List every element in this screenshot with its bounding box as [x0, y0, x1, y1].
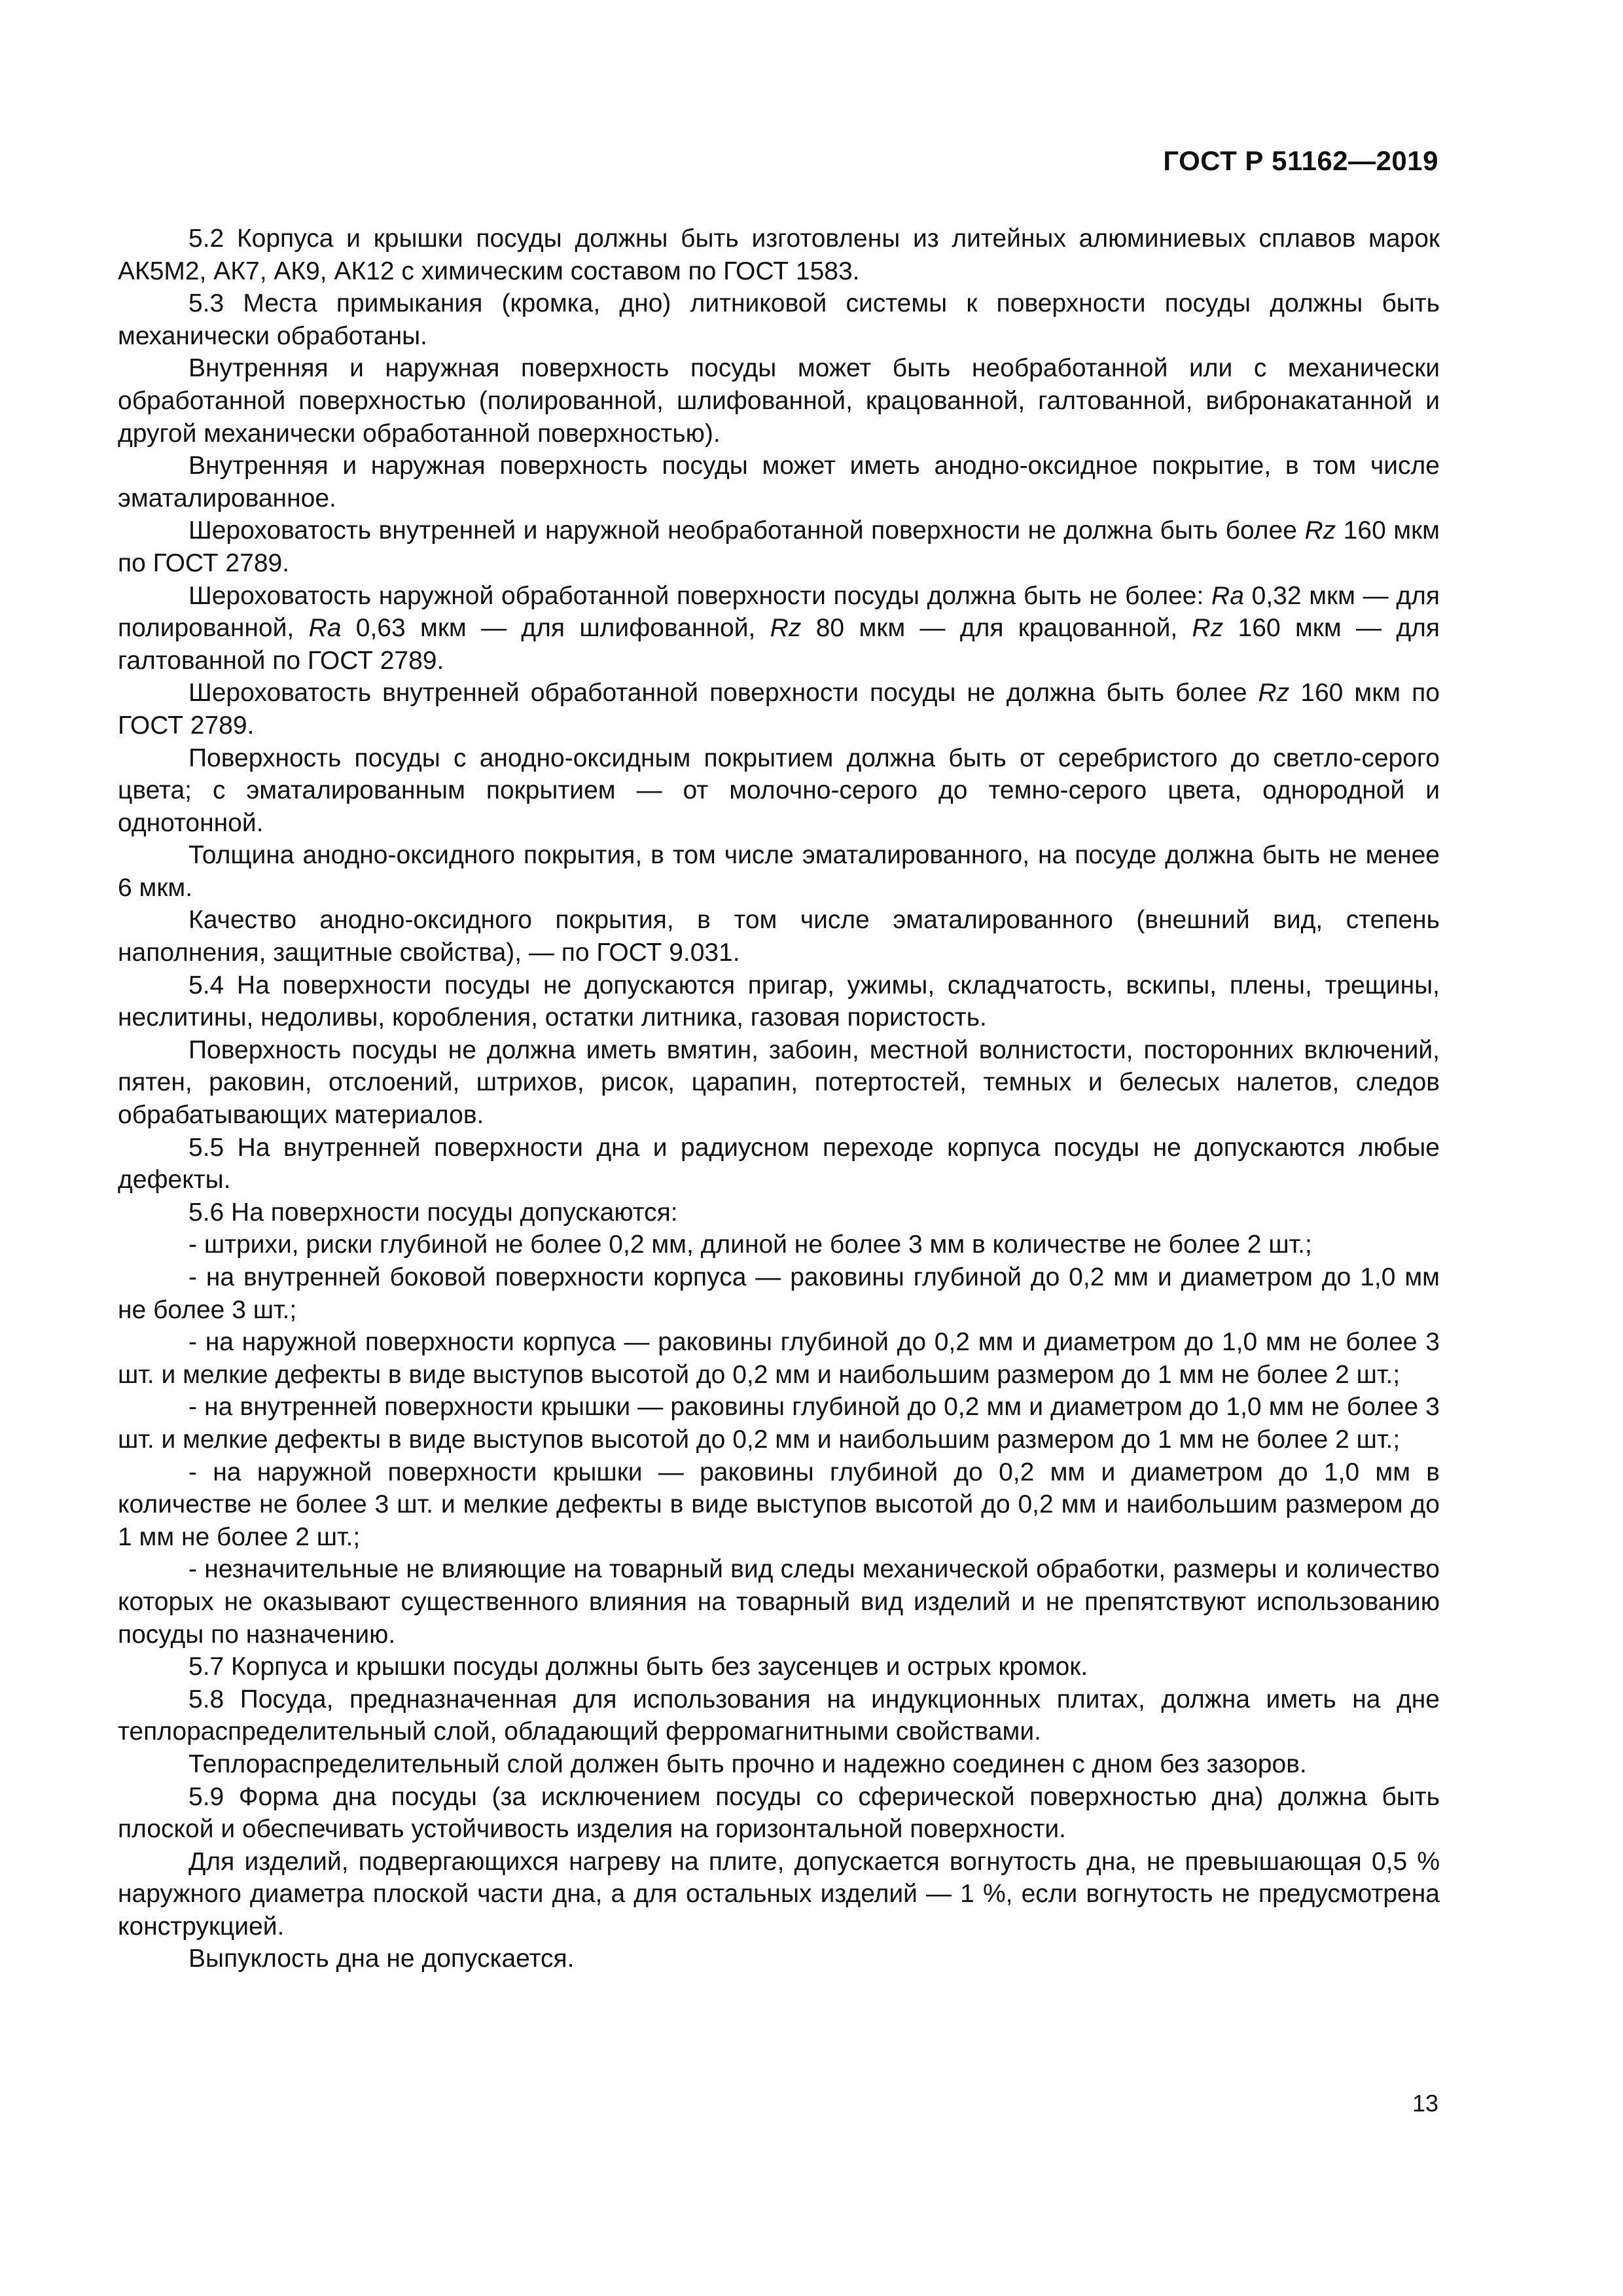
paragraph: Шероховатость внутренней и наружной необработанной поверхности не должна быть более Rz 160 мкм по ГОСТ 2789.: [118, 516, 1440, 577]
paragraph: Выпуклость дна не допускается.: [188, 1945, 575, 1973]
paragraph-5-3: 5.3 Места примыкания (кромка, дно) литниковой системы к поверхности посуды должны быть механически обработаны.: [118, 289, 1440, 350]
document-header: ГОСТ Р 51162—2019: [1163, 145, 1438, 176]
paragraph: Поверхность посуды с анодно-оксидным покрытием должна быть от серебристого до светло-серого цвета; с эматалированным покрытием — от молочно-серого до темно-серого цвета, однородной и однотонной.: [118, 744, 1440, 837]
paragraph: Внутренняя и наружная поверхность посуды может иметь анодно-оксидное покрытие, в том числе эматалированное.: [118, 452, 1440, 512]
document-body: [118, 223, 1440, 1975]
paragraph: Толщина анодно-оксидного покрытия, в том числе эматалированного, на посуде должна быть не менее 6 мкм.: [118, 841, 1440, 902]
list-item: - на внутренней поверхности крышки — раковины глубиной до 0,2 мм и диаметром до 1,0 мм не более 3 шт. и мелкие дефекты в виде выступов высотой до 0,2 мм и наибольшим размером до 1 мм не более 2 шт.;: [118, 1393, 1440, 1454]
paragraph: Для изделий, подвергающихся нагреву на плите, допускается вогнутость дна, не превышающая 0,5 % наружного диаметра плоской части дна, а для остальных изделий — 1 %, если вогнутость не предусмотрена конструкцией.: [118, 1847, 1440, 1941]
list-item: - штрихи, риски глубиной не более 0,2 мм, длиной не более 3 мм в количестве не более 2 шт.;: [188, 1230, 1312, 1259]
paragraph: Шероховатость наружной обработанной поверхности посуды должна быть не более: Ra 0,32 мкм — для полированной, Ra 0,63 мкм — для шлифованной, Rz 80 мкм — для крацованной, Rz 160 мкм — для галтованной по ГОСТ 2789.: [118, 581, 1440, 675]
list-item: - незначительные не влияющие на товарный вид следы механической обработки, размеры и количество которых не оказывают существенного влияния на товарный вид изделий и не препятствуют использованию посуды по назначению.: [118, 1555, 1440, 1649]
list-item: - на внутренней боковой поверхности корпуса — раковины глубиной до 0,2 мм и диаметром до 1,0 мм не более 3 шт.;: [118, 1263, 1440, 1324]
paragraph-5-9: 5.9 Форма дна посуды (за исключением посуды со сферической поверхностью дна) должна быть плоской и обеспечивать устойчивость изделия на горизонтальной поверхности.: [118, 1782, 1440, 1844]
paragraph-5-5: 5.5 На внутренней поверхности дна и радиусном переходе корпуса посуды не допускаются любые дефекты.: [118, 1133, 1440, 1194]
paragraph-5-6: 5.6 На поверхности посуды допускаются:: [188, 1198, 678, 1227]
paragraph: Теплораспределительный слой должен быть прочно и надежно соединен с дном без зазоров.: [188, 1749, 1307, 1778]
paragraph-5-7: 5.7 Корпуса и крышки посуды должны быть без заусенцев и острых кромок.: [188, 1653, 1088, 1681]
page-number: 13: [1412, 2090, 1438, 2117]
paragraph: Внутренняя и наружная поверхность посуды может быть необработанной или с механически обработанной поверхностью (полированной, шлифованной, крацованной, галтованной, вибронакатанной и другой механически обработанной поверхностью).: [118, 354, 1440, 448]
paragraph: Шероховатость внутренней обработанной поверхности посуды не должна быть более Rz 160 мкм по ГОСТ 2789.: [118, 679, 1440, 740]
list-item: - на наружной поверхности крышки — раковины глубиной до 0,2 мм и диаметром до 1,0 мм в количестве не более 3 шт. и мелкие дефекты в виде выступов высотой до 0,2 мм и наибольшим размером до 1 мм не более 2 шт.;: [118, 1458, 1440, 1551]
paragraph: Качество анодно-оксидного покрытия, в том числе эматалированного (внешний вид, степень наполнения, защитные свойства), — по ГОСТ 9.031.: [118, 906, 1440, 967]
paragraph-5-8: 5.8 Посуда, предназначенная для использования на индукционных плитах, должна иметь на дне теплораспределительный слой, обладающий ферромагнитными свойствами.: [118, 1685, 1440, 1746]
paragraph-5-2: 5.2 Корпуса и крышки посуды должны быть изготовлены из литейных алюминиевых сплавов марок АК5М2, АК7, АК9, АК12 с химическим составом по ГОСТ 1583.: [118, 224, 1440, 285]
paragraph: Поверхность посуды не должна иметь вмятин, забоин, местной волнистости, посторонних включений, пятен, раковин, отслоений, штрихов, рисок, царапин, потертостей, темных и белесых налетов, следов обрабатывающих материалов.: [118, 1035, 1440, 1130]
paragraph-5-4: 5.4 На поверхности посуды не допускаются пригар, ужимы, складчатость, вскипы, плены, трещины, неслитины, недоливы, коробления, остатки литника, газовая пористость.: [118, 971, 1440, 1032]
list-item: - на наружной поверхности корпуса — раковины глубиной до 0,2 мм и диаметром до 1,0 мм не более 3 шт. и мелкие дефекты в виде выступов высотой до 0,2 мм и наибольшим размером до 1 мм не более 2 шт.;: [118, 1328, 1440, 1389]
